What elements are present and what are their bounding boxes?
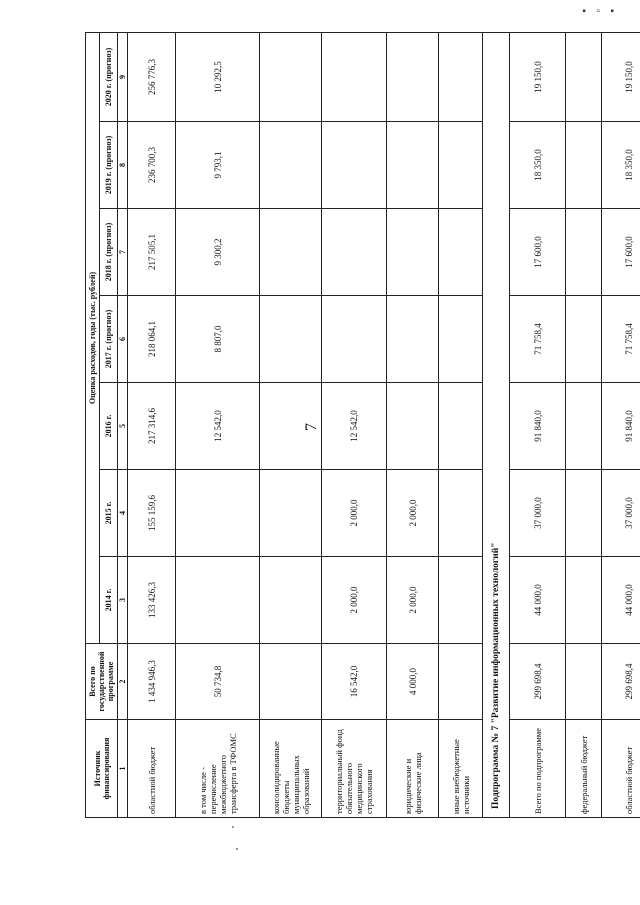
value-cell: [260, 122, 322, 209]
value-cell: [176, 557, 260, 644]
value-cell: 91 840,0: [510, 383, 566, 470]
column-index: 9: [118, 32, 128, 121]
value-cell: [566, 122, 602, 209]
column-index: 4: [118, 470, 128, 557]
value-cell: 8 807,0: [176, 296, 260, 383]
value-cell: 2 000,0: [387, 557, 439, 644]
page-number: 7: [303, 423, 320, 431]
value-cell: 10 292,5: [176, 32, 260, 121]
value-cell: [260, 470, 322, 557]
value-cell: 133 426,3: [128, 557, 176, 644]
column-index: 5: [118, 383, 128, 470]
value-cell: [566, 644, 602, 720]
value-cell: [260, 383, 322, 470]
table-row: [439, 32, 483, 817]
value-cell: 155 159,6: [128, 470, 176, 557]
value-cell: [260, 644, 322, 720]
source-cell: территориальный фонд обязательного медицинского страхования: [322, 720, 387, 818]
rotated-table-frame: [85, 33, 634, 818]
table-landscape: [85, 33, 634, 818]
value-cell: [176, 470, 260, 557]
value-cell: 299 698,4: [510, 644, 566, 720]
source-cell: консолидированные бюджеты муниципальных образований: [260, 720, 322, 818]
value-cell: 9 300,2: [176, 209, 260, 296]
subprogram-title: Подпрограмма № 7 "Развитие информационных технологий": [483, 32, 510, 817]
value-cell: [387, 209, 439, 296]
value-cell: 91 840,0: [602, 383, 640, 470]
header-year: 2015 г.: [100, 470, 118, 557]
value-cell: [260, 209, 322, 296]
source-cell: иные внебюджетные источники: [439, 720, 483, 818]
value-cell: [439, 209, 483, 296]
value-cell: [566, 296, 602, 383]
value-cell: 12 542,0: [176, 383, 260, 470]
value-cell: [439, 296, 483, 383]
budget-table: [85, 32, 640, 818]
value-cell: 236 700,3: [128, 122, 176, 209]
value-cell: 2 000,0: [322, 557, 387, 644]
value-cell: 9 793,1: [176, 122, 260, 209]
table-row: [176, 32, 260, 817]
value-cell: [439, 644, 483, 720]
value-cell: [566, 557, 602, 644]
value-cell: 50 734,8: [176, 644, 260, 720]
value-cell: 37 000,0: [602, 470, 640, 557]
table-row: [128, 32, 176, 817]
value-cell: [322, 32, 387, 121]
column-index: 1: [118, 720, 128, 818]
table-row: [322, 32, 387, 817]
value-cell: [387, 296, 439, 383]
value-cell: [322, 209, 387, 296]
value-cell: [439, 470, 483, 557]
value-cell: [260, 32, 322, 121]
table-row: [260, 32, 322, 817]
scan-dot: [236, 848, 238, 850]
value-cell: 19 150,0: [602, 32, 640, 121]
value-cell: 71 758,4: [510, 296, 566, 383]
value-cell: [387, 383, 439, 470]
value-cell: 299 698,4: [602, 644, 640, 720]
value-cell: 71 758,4: [602, 296, 640, 383]
value-cell: [566, 383, 602, 470]
table-row: [602, 32, 640, 817]
value-cell: 218 064,1: [128, 296, 176, 383]
source-cell: областной бюджет: [602, 720, 640, 818]
header-year: 2018 г. (прогноз): [100, 209, 118, 296]
column-index: 6: [118, 296, 128, 383]
value-cell: [322, 296, 387, 383]
value-cell: [439, 383, 483, 470]
value-cell: [566, 470, 602, 557]
value-cell: 2 000,0: [387, 470, 439, 557]
header-year: 2017 г. (прогноз): [100, 296, 118, 383]
source-cell: областной бюджет: [128, 720, 176, 818]
value-cell: [260, 296, 322, 383]
value-cell: [566, 32, 602, 121]
header-year: 2019 г. (прогноз): [100, 122, 118, 209]
value-cell: 17 600,0: [510, 209, 566, 296]
source-cell: в том числе - перечисление межбюджетного трансферта в ТФОМС: [176, 720, 260, 818]
value-cell: 217 505,1: [128, 209, 176, 296]
value-cell: 18 350,0: [602, 122, 640, 209]
value-cell: [322, 122, 387, 209]
value-cell: 44 000,0: [602, 557, 640, 644]
source-cell: Всего по подпрограмме: [510, 720, 566, 818]
value-cell: 37 000,0: [510, 470, 566, 557]
header-source: Источник финансирования: [86, 720, 118, 818]
column-index: 7: [118, 209, 128, 296]
value-cell: 2 000,0: [322, 470, 387, 557]
column-index: 8: [118, 122, 128, 209]
value-cell: 44 000,0: [510, 557, 566, 644]
header-year: 2014 г.: [100, 557, 118, 644]
header-year: 2016 г.: [100, 383, 118, 470]
value-cell: 16 542,0: [322, 644, 387, 720]
value-cell: 256 776,3: [128, 32, 176, 121]
value-cell: 18 350,0: [510, 122, 566, 209]
header-year: 2020 г. (прогноз): [100, 32, 118, 121]
value-cell: 19 150,0: [510, 32, 566, 121]
source-cell: федеральный бюджет: [566, 720, 602, 818]
value-cell: [439, 32, 483, 121]
table-row: [387, 32, 439, 817]
corner-scan-marks: ▪ ▫ ▪: [582, 6, 618, 17]
value-cell: [566, 209, 602, 296]
value-cell: 12 542,0: [322, 383, 387, 470]
value-cell: [439, 557, 483, 644]
value-cell: [439, 122, 483, 209]
header-total: Всего по государственной программе: [86, 644, 118, 720]
column-index: 2: [118, 644, 128, 720]
value-cell: 217 314,6: [128, 383, 176, 470]
scan-dot: [232, 826, 234, 828]
value-cell: [260, 557, 322, 644]
table-row: [510, 32, 566, 817]
value-cell: [387, 32, 439, 121]
column-index: 3: [118, 557, 128, 644]
value-cell: [387, 122, 439, 209]
value-cell: 1 434 946,3: [128, 644, 176, 720]
value-cell: 17 600,0: [602, 209, 640, 296]
source-cell: юридические и физические лица: [387, 720, 439, 818]
header-estimate-group: Оценка расходов, годы (тыс. рублей): [86, 32, 100, 643]
value-cell: 4 000,0: [387, 644, 439, 720]
table-row: [566, 32, 602, 817]
